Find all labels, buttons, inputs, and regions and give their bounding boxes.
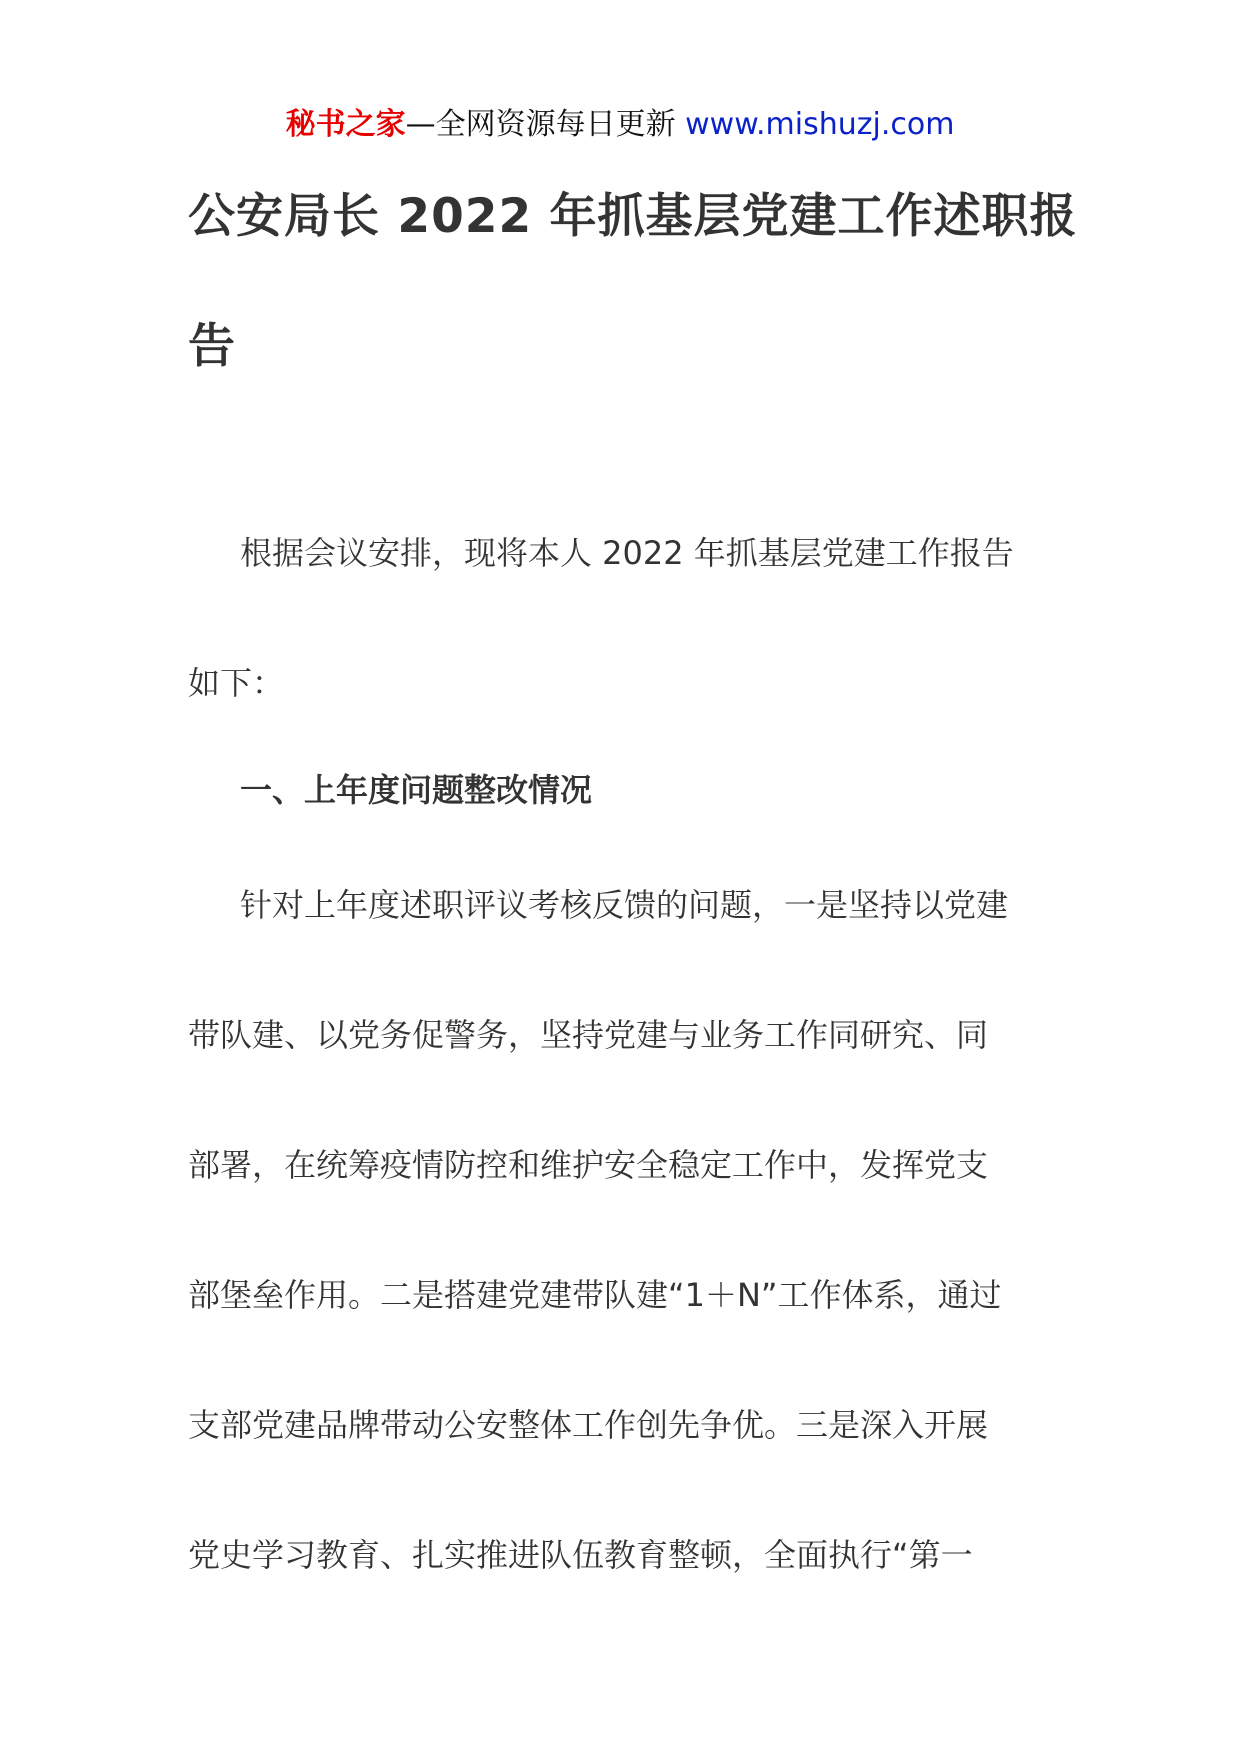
site-banner	[0, 100, 1240, 150]
paragraph-line-5: 支部党建品牌带动公安整体工作创先争优。三是深入开展	[188, 1406, 989, 1444]
paragraph-line-1: 针对上年度述职评议考核反馈的问题，一是坚持以党建	[240, 886, 1009, 924]
banner-url-link[interactable]: www.mishuzj.com	[685, 107, 955, 142]
intro-line-1: 根据会议安排，现将本人 2022 年抓基层党建工作报告	[240, 534, 1014, 572]
section-heading	[188, 725, 1068, 855]
intro-line-2: 如下：	[188, 664, 285, 702]
body-paragraph	[188, 840, 1068, 1620]
paragraph-line-4: 部堡垒作用。二是搭建党建带队建“1＋N”工作体系，通过	[188, 1276, 1002, 1314]
document-title	[188, 152, 1078, 412]
intro-paragraph	[188, 488, 1068, 748]
section-heading-text: 一、上年度问题整改情况	[240, 771, 593, 809]
paragraph-line-2: 带队建、以党务促警务，坚持党建与业务工作同研究、同	[188, 1016, 989, 1054]
paragraph-line-6: 党史学习教育、扎实推进队伍教育整顿，全面执行“第一	[188, 1536, 973, 1574]
banner-tagline: —全网资源每日更新	[405, 107, 676, 142]
paragraph-line-3: 部署，在统筹疫情防控和维护安全稳定工作中，发挥党支	[188, 1146, 989, 1184]
banner-brand: 秘书之家	[285, 107, 406, 142]
title-line-2: 告	[188, 319, 236, 374]
title-line-1: 公安局长 2022 年抓基层党建工作述职报	[188, 189, 1078, 244]
